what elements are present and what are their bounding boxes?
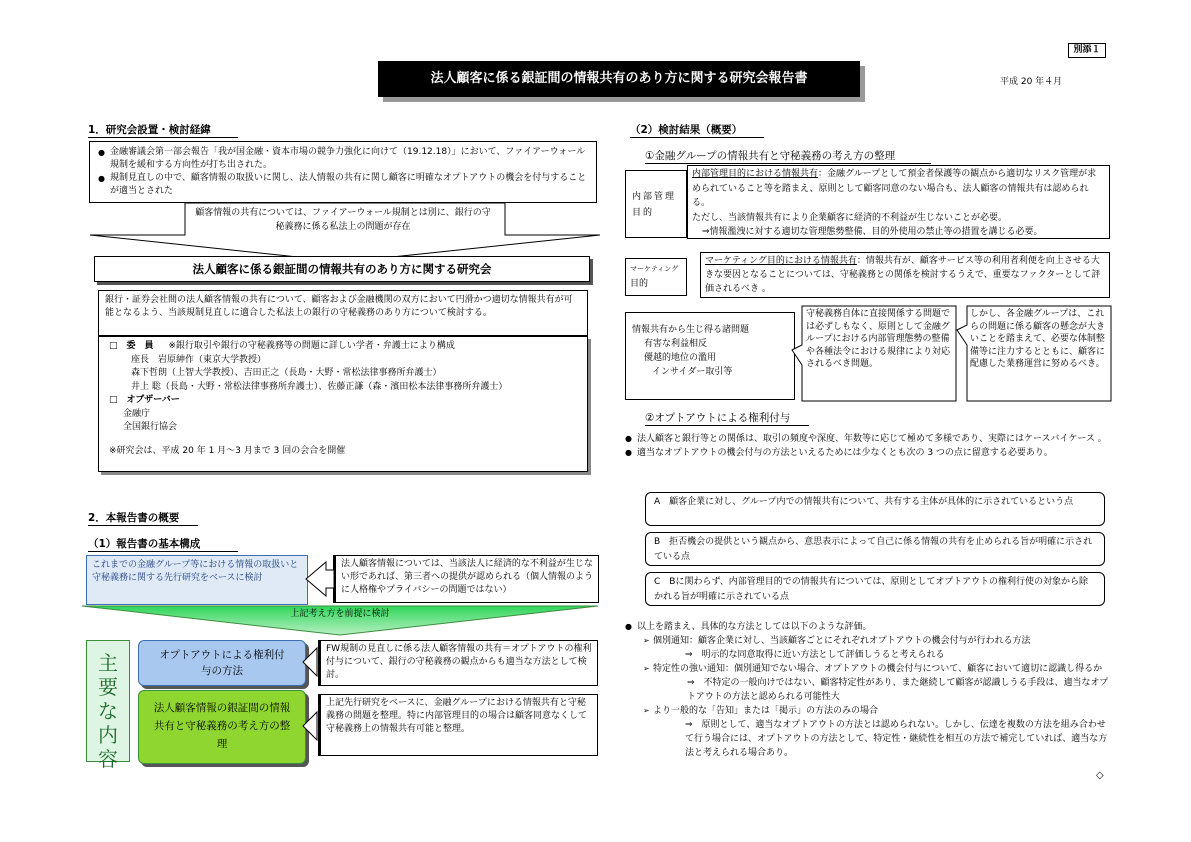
- background-bullet: ● 金融審議会第一部会報告「我が国金融・資本市場の競争力強化に向けて（19.12.18）」において、ファイアーウォール規制を緩和する方向性が打ち出された。: [98, 146, 588, 172]
- section1-heading: 1．研究会設置・検討経緯: [88, 122, 238, 138]
- optout-method-label: オプトアウトによる権利付与の方法: [159, 649, 285, 677]
- marketing-text: ：情報共有が、顧客サービス等の利用者利便を向上させる大きな要因となることについては、守秘義務との関係を検討するうえで、重要なファクターとして評価されるべき 。: [705, 256, 1101, 294]
- background-bullet: ● 規制見直しの中で、顧客情報の取扱いに関し、法人情報の共有に関し顧客に明確なオプトアウトの機会を付与することが適当とされた: [98, 172, 588, 198]
- eval-individual: ➢ 個別通知：顧客企業に対し、当該顧客ごとにそれぞれオプトアウトの機会付与が行われる方法: [643, 634, 1111, 648]
- main-content-label: 主要な内容: [98, 651, 118, 771]
- issues-box: [625, 312, 795, 400]
- results-heading: （2）検討結果（概要）: [630, 122, 764, 138]
- internal-text3: ⇒情報濫洩に対する適切な管理態勢整備、目的外使用の禁止等の措置を講じる必要。: [702, 227, 1043, 237]
- members-note: ※銀行取引や銀行の守秘義務等の問題に詳しい学者・弁護士により構成: [168, 341, 455, 351]
- page-title: 法人顧客に係る銀証間の情報共有のあり方に関する研究会報告書: [430, 71, 808, 86]
- eval-specific-result: ⇒ 不特定の一般向けではない、顧客特定性があり、また継続して顧客が認識しうる手段は、適当なオプトアウトの方法と認められる可能性大: [687, 678, 1109, 702]
- optout-subheading: ②オプトアウトによる権利付与: [645, 410, 809, 426]
- annex-label: 別添１: [1068, 43, 1106, 58]
- internal-text-box: [687, 165, 1110, 239]
- study-desc-box: 銀行・証券会社間の法人顧客情報の共有について、顧客および金融機関の双方において円滑かつ適切な情報共有が可能となるよう、当該規制見直しに適合した私法上の銀行の守秘義務のあり方について検討する。: [98, 290, 588, 336]
- observer-item: 全国銀行協会: [123, 422, 178, 432]
- optout-bullets: [625, 432, 1113, 460]
- internal-title: 内部管理目的における情報共有: [692, 169, 819, 179]
- background-box: [89, 141, 597, 203]
- bubble1-text: 守秘義務自体に直接関係する問題では必ずしもなく、原則として金融グループにおける内部管理態勢の整備や各種法令における規律により対応されるべき問題。: [806, 309, 951, 369]
- arrow-text: 顧客情報の共有については、ファイアーウォール規制とは別に、銀行の守秘義務に係る私法上の問題が存在: [195, 208, 491, 232]
- bubble2-text: しかし、各金融グループは、これらの問題に係る顧客の懸念が大きいことを踏まえて、必要な体制整備等に注力するとともに、顧客に配慮した業務運営に努めるべき。: [970, 309, 1106, 369]
- point-c-box: C Bに関わらず、内部管理目的での情報共有については、原則としてオプトアウトの権利行使の対象から除かれる旨が明確に示されている点: [645, 572, 1105, 606]
- marketing-title: マーケティング目的における情報共有: [705, 256, 857, 266]
- member-line: 座長 岩原紳作（東京大学教授）: [131, 354, 267, 365]
- sharing-principle-box: [138, 690, 306, 764]
- marketing-text-box: [700, 252, 1110, 298]
- member-line: 井上 聡（長島・大野・常松法律事務所弁護士）、佐藤正謙（森・濱田松本法律事務所弁護士）: [131, 381, 508, 392]
- study-group-title-box: [94, 256, 590, 282]
- optout-method-box: [138, 640, 306, 686]
- end-mark: ◇: [1096, 770, 1104, 781]
- report-date: 平成 20 年４月: [1000, 77, 1063, 87]
- issues-title: 情報共有から生じ得る諸問題: [632, 325, 750, 335]
- internal-text: ：金融グループとして預金者保護等の観点から適切なリスク管理が求められていること等を踏まえ、原則として顧客同意のない場合も、法人顧客の情報共有は認められる。: [692, 169, 1097, 208]
- section2-heading: 2．本報告書の概要: [88, 510, 198, 526]
- title-banner: [378, 61, 860, 97]
- basic-structure-heading: （1）報告書の基本構成: [88, 536, 238, 552]
- internal-label: 内部管理目的: [632, 192, 677, 218]
- eval-general: ➢ より一般的な「告知」または「掲示」の方法のみの場合: [643, 704, 1111, 718]
- member-line: 森下哲朗（上智大学教授）、吉田正之（長島・大野・常松法律事務所弁護士）: [131, 368, 442, 378]
- marketing-label: マーケティング: [630, 265, 679, 273]
- point-a-box: A 顧客企業に対し、グループ内での情報共有について、共有する主体が具体的に示されているという点: [645, 492, 1105, 526]
- observers-label: □ オブザーバー: [109, 395, 180, 405]
- members-box: [98, 336, 588, 472]
- study-group-title: 法人顧客に係る銀証間の情報共有のあり方に関する研究会: [192, 262, 492, 276]
- evaluation-intro: ● 以上を踏まえ、具体的な方法としては以下のような評価。: [625, 620, 1111, 634]
- issue-item: インサイダー取引等: [652, 367, 733, 377]
- eval-specific: ➢ 特定性の強い通知：個別通知でない場合、オプトアウトの機会付与について、顧客において適切に認識し得るか: [643, 662, 1111, 676]
- marketing-label-2: 目的: [630, 279, 649, 289]
- premise-arrow-label: 上記考え方を前提に検討: [290, 609, 390, 619]
- optout-bullet: ● 適当なオプトアウトの機会付与の方法といえるためには少なくとも次の 3 つの点に留意する必要あり。: [625, 446, 1113, 460]
- sharing-arrow: [302, 710, 322, 742]
- point-b-box: B 拒否機会の提供という観点から、意思表示によって自己に係る情報の共有を止められる旨が明確に示されている点: [645, 532, 1105, 566]
- prior-research-box: これまでの金融グループ等における情報の取扱いと守秘義務に関する先行研究をベースに検討: [86, 555, 308, 605]
- sharing-desc-box: 上記先行研究をベースに、金融グループにおける情報共有と守秘義務の問題を整理。特に内部管理目的の場合は顧客同意なくして守秘義務上の情報共有可能と整理。: [318, 694, 598, 756]
- optout-arrow: [302, 646, 322, 678]
- meeting-note: ※研究会は、平成 20 年 1 月～3 月まで 3 回の会合を開催: [109, 445, 346, 456]
- optout-bullet: ● 法人顧客と銀行等との関係は、取引の頻度や深度、年数等に応じて極めて多様であり、実際にはケースバイケース 。: [625, 432, 1113, 446]
- sharing-principle-label: 法人顧客情報の銀証間の情報共有と守秘義務の考え方の整理: [153, 702, 291, 750]
- info-sharing-subheading: ①金融グループの情報共有と守秘義務の考え方の整理: [645, 148, 931, 164]
- issue-item: 優越的地位の濫用: [644, 353, 717, 363]
- evaluation-section: [625, 620, 1111, 760]
- eval-general-result: ⇒ 原則として、適当なオプトアウトの方法とは認められない。しかし、伝達を複数の方法を組み合わせて行う場合には、オプトアウトの方法として、特定性・継続性を相互の方法で補完していれば、適当な方法と考えられる場合あり。: [685, 720, 1108, 758]
- members-label: □ 委 員: [109, 341, 154, 351]
- internal-label-box: [625, 170, 687, 238]
- premise-box: 法人顧客情報については、当該法人に経済的な不利益が生じない形であれば、第三者への提供が認められる（個人情報のように人格権やプライバシーの問題ではない）: [333, 555, 599, 603]
- eval-individual-result: ⇒ 明示的な同意取得に近い方法として評価しうると考えられる: [685, 650, 945, 660]
- observer-item: 金融庁: [123, 408, 151, 419]
- issue-item: 有害な利益相反: [644, 339, 708, 349]
- marketing-label-box: [625, 258, 687, 296]
- premise-arrow: [304, 560, 336, 598]
- internal-text2: ただし、当該情報共有により企業顧客に経済的不利益が生じないことが必要。: [692, 212, 1008, 223]
- main-content-box: [86, 640, 130, 771]
- optout-desc-box: FW規制の見直しに係る法人顧客情報の共有＝オプトアウトの権利付与について、銀行の守秘義務の観点からも適当な方法として検討。: [318, 640, 598, 686]
